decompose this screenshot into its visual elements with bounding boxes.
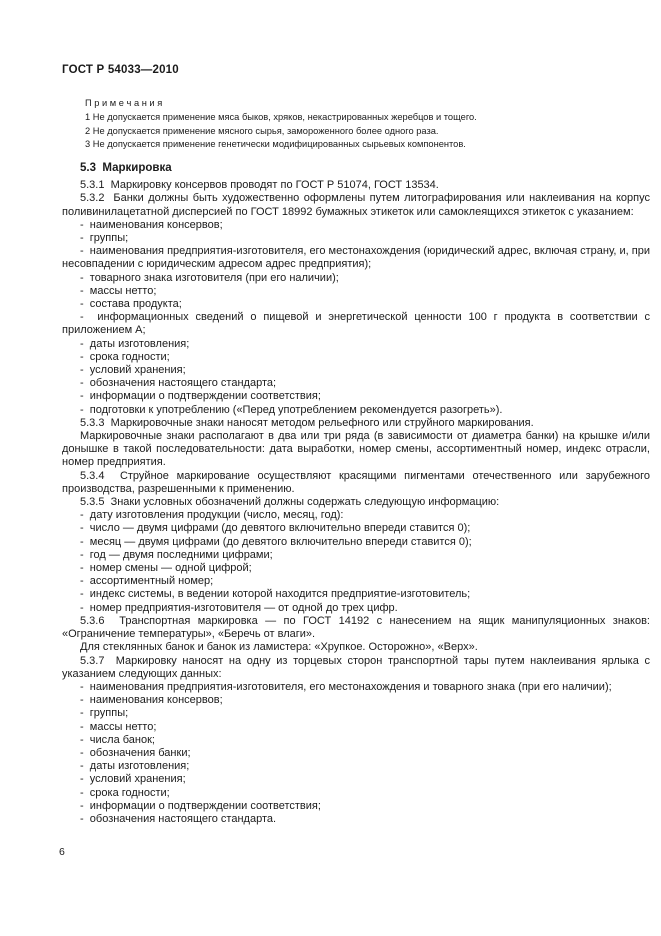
notes-list (85, 111, 641, 152)
paragraph: - год — двумя последними цифрами; (80, 548, 273, 561)
paragraph: - товарного знака изготовителя (при его наличии); (80, 271, 339, 284)
paragraph: - даты изготовления; (80, 337, 190, 350)
notes-title: П р и м е ч а н и я (85, 98, 163, 108)
paragraph: - информационных сведений о пищевой и энергетической ценности 100 г продукта в соответствии с приложением А; (62, 311, 650, 337)
paragraph: - числа банок; (80, 733, 155, 746)
note-item: 2 Не допускается применение мясного сырья, замороженного более одного раза. (85, 125, 439, 136)
paragraph: 5.3.3 Маркировочные знаки наносят методом рельефного или струйного маркирования. (80, 416, 534, 429)
note-item: 3 Не допускается применение генетически модифицированных сырьевых компонентов. (85, 139, 466, 150)
paragraph: - наименования предприятия-изготовителя, его местонахождения (юридический адрес, включая страну, и, при несовпадении с юридическим адресом адрес предприятия); (62, 245, 650, 271)
section-heading: 5.3 Маркировка (80, 162, 172, 175)
paragraph: - состава продукта; (80, 298, 182, 311)
paragraph: - условий хранения; (80, 364, 186, 377)
note-item: 1 Не допускается применение мяса быков, хряков, некастрированных жеребцов и тощего. (85, 111, 477, 122)
paragraph: - номер предприятия-изготовителя — от одной до трех цифр. (80, 601, 398, 614)
paragraph: - массы нетто; (80, 284, 157, 297)
paragraph: - подготовки к употреблению («Перед употреблением рекомендуется разогреть»). (80, 403, 503, 416)
paragraph: - группы; (80, 707, 129, 720)
paragraph: - обозначения банки; (80, 746, 191, 759)
text-block (62, 0, 650, 826)
paragraph: - номер смены — одной цифрой; (80, 562, 252, 575)
paragraph: 5.3.6 Транспортная маркировка — по ГОСТ 14192 с нанесением на ящик манипуляционных знаков: «Ограничение температуры», «Беречь от влаги». (62, 614, 650, 641)
paragraph: - дату изготовления продукции (число, месяц, год): (80, 509, 344, 522)
paragraph: Маркировочные знаки располагают в два или три ряда (в зависимости от диаметра банки) на крышке и/или донышке в такой последовательности: дата выработки, номер смены, ассортиментный номер, индекс отрасли, номер предприятия. (62, 430, 650, 469)
paragraph: - индекс системы, в ведении которой находится предприятие-изготовитель; (80, 588, 471, 601)
paragraph: - наименования предприятия-изготовителя, его местонахождения и товарного знака (при его наличии); (80, 680, 612, 693)
section-body (62, 179, 650, 826)
paragraph: - срока годности; (80, 350, 170, 363)
paragraph: - информации о подтверждении соответствия; (80, 799, 321, 812)
paragraph: 5.3.4 Струйное маркирование осуществляют красящими пигментами отечественного или зарубежного производства, разрешенными к применению. (62, 469, 650, 495)
paragraph: - даты изготовления; (80, 760, 190, 773)
paragraph: 5.3.7 Маркировку наносят на одну из торцевых сторон транспортной тары путем наклеивания ярлыка с указанием следующих данных: (62, 654, 650, 680)
paragraph: 5.3.5 Знаки условных обозначений должны содержать следующую информацию: (80, 496, 500, 509)
paragraph: - условий хранения; (80, 773, 186, 786)
paragraph: 5.3.2 Банки должны быть художественно оформлены путем литографирования или наклеивания на корпус поливинилацетатной дисперсией по ГОСТ 18992 бумажных этикеток или самоклеящихся этикеток с указанием: (62, 192, 650, 218)
paragraph: - группы; (80, 232, 129, 244)
paragraph: - массы нетто; (80, 720, 157, 733)
page-number: 6 (59, 846, 65, 858)
paragraph: - информации о подтверждении соответствия; (80, 390, 321, 403)
paragraph: 5.3.1 Маркировку консервов проводят по ГОСТ Р 51074, ГОСТ 13534. (80, 179, 439, 192)
paragraph: - наименования консервов; (80, 218, 223, 231)
notes-block (85, 97, 641, 152)
paragraph: - месяц — двумя цифрами (до девятого включительно впереди ставится 0); (80, 535, 472, 548)
doc-header: ГОСТ Р 54033—2010 (62, 64, 179, 76)
paragraph: Для стеклянных банок и банок из ламистера: «Хрупкое. Осторожно», «Верх». (80, 641, 478, 654)
paragraph: - обозначения настоящего стандарта; (80, 377, 277, 390)
paragraph: - обозначения настоящего стандарта. (80, 812, 277, 825)
paragraph: - ассортиментный номер; (80, 575, 214, 588)
paragraph: - число — двумя цифрами (до девятого включительно впереди ставится 0); (80, 522, 471, 535)
paragraph: - наименования консервов; (80, 694, 223, 707)
paragraph: - срока годности; (80, 786, 170, 799)
